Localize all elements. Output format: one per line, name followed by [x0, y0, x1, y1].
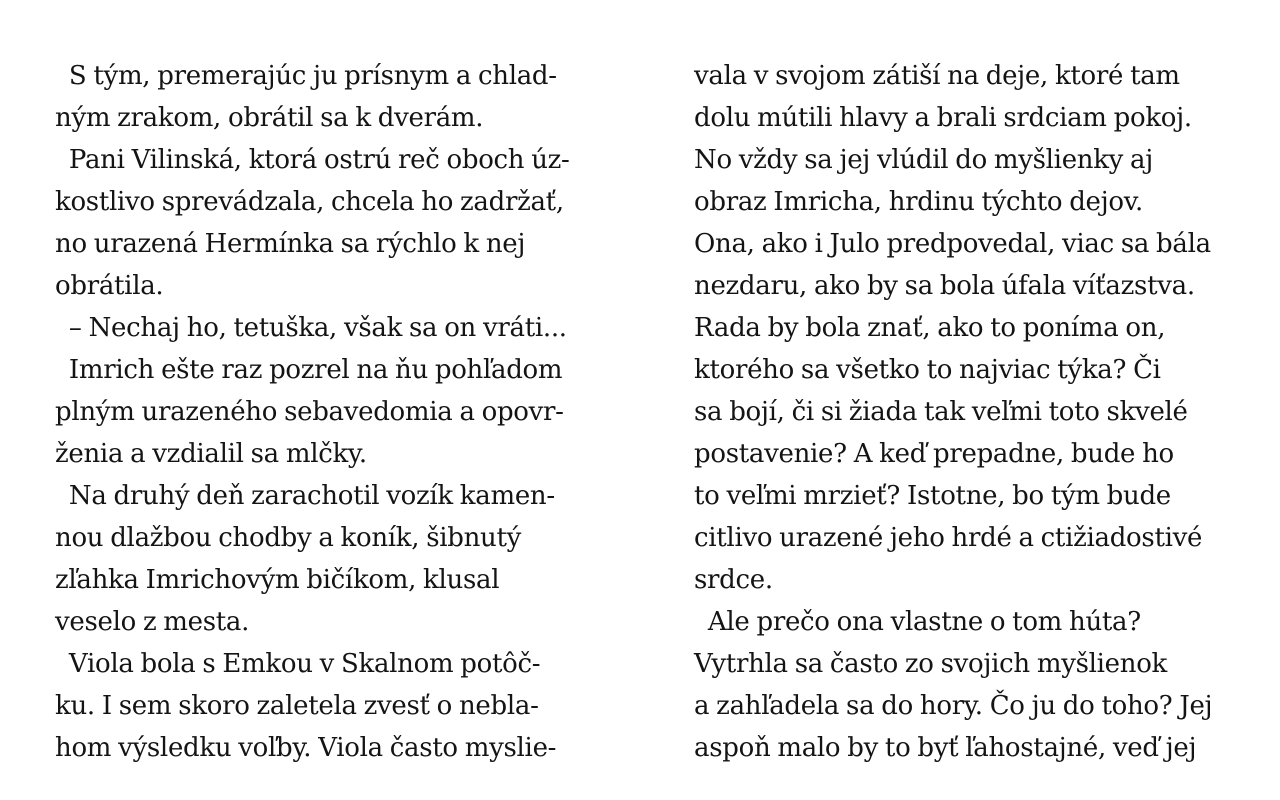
text-line: Viola bola s Emkou v Skalnom potôč- — [55, 649, 541, 679]
text-line: dolu mútili hlavy a brali srdciam pokoj. — [694, 103, 1192, 133]
text-line: nou dlažbou chodby a koník, šibnutý — [55, 523, 522, 553]
text-line: veselo z mesta. — [55, 607, 250, 637]
text-line: ku. I sem skoro zaletela zvesť o nebla- — [55, 691, 539, 721]
text-line: kostlivo sprevádzala, chcela ho zadržať, — [55, 187, 564, 217]
text-line: no urazená Hermínka sa rýchlo k nej — [55, 229, 526, 259]
text-line: ktorého sa všetko to najviac týka? Či — [694, 355, 1161, 385]
text-line: hom výsledku voľby. Viola často myslie- — [55, 733, 557, 763]
text-line: obraz Imricha, hrdinu týchto dejov. — [694, 187, 1144, 217]
text-line: zľahka Imrichovým bičíkom, klusal — [55, 565, 500, 595]
text-line: ným zrakom, obrátil sa k dverám. — [55, 103, 484, 133]
text-line: to veľmi mrzieť? Istotne, bo tým bude — [694, 481, 1171, 511]
text-line: a zahľadela sa do hory. Čo ju do toho? Jej — [694, 691, 1213, 721]
text-line: srdce. — [694, 565, 773, 595]
text-line: citlivo urazené jeho hrdé a ctižiadostivé — [694, 523, 1203, 553]
text-line: Vytrhla sa často zo svojich myšlienok — [694, 649, 1168, 679]
text-line: plným urazeného sebavedomia a opovr- — [55, 397, 564, 427]
text-line: postavenie? A keď prepadne, bude ho — [694, 439, 1174, 469]
text-line: sa bojí, či si žiada tak veľmi toto skvelé — [694, 397, 1188, 427]
text-line: – Nechaj ho, tetuška, však sa on vráti... — [55, 313, 567, 343]
text-line: S tým, premerajúc ju prísnym a chlad- — [55, 61, 557, 91]
text-line: obrátila. — [55, 271, 164, 301]
text-line: vala v svojom zátiší na deje, ktoré tam — [694, 61, 1180, 91]
text-line: ženia a vzdialil sa mlčky. — [55, 439, 367, 469]
text-line: Ale prečo ona vlastne o tom húta? — [694, 607, 1141, 637]
text-line: No vždy sa jej vlúdil do myšlienky aj — [694, 145, 1154, 175]
text-line: Imrich ešte raz pozrel na ňu pohľadom — [55, 355, 563, 385]
text-line: Rada by bola znať, ako to poníma on, — [694, 313, 1166, 343]
text-line: aspoň malo by to byť ľahostajné, veď jej — [694, 733, 1197, 763]
text-line: Pani Vilinská, ktorá ostrú reč oboch úz- — [55, 145, 570, 175]
text-line: Na druhý deň zarachotil vozík kamen- — [55, 481, 555, 511]
right-text-column — [694, 55, 1234, 769]
text-line: nezdaru, ako by sa bola úfala víťazstva. — [694, 271, 1195, 301]
left-text-column — [55, 55, 595, 769]
text-line: Ona, ako i Julo predpovedal, viac sa bála — [694, 229, 1211, 259]
